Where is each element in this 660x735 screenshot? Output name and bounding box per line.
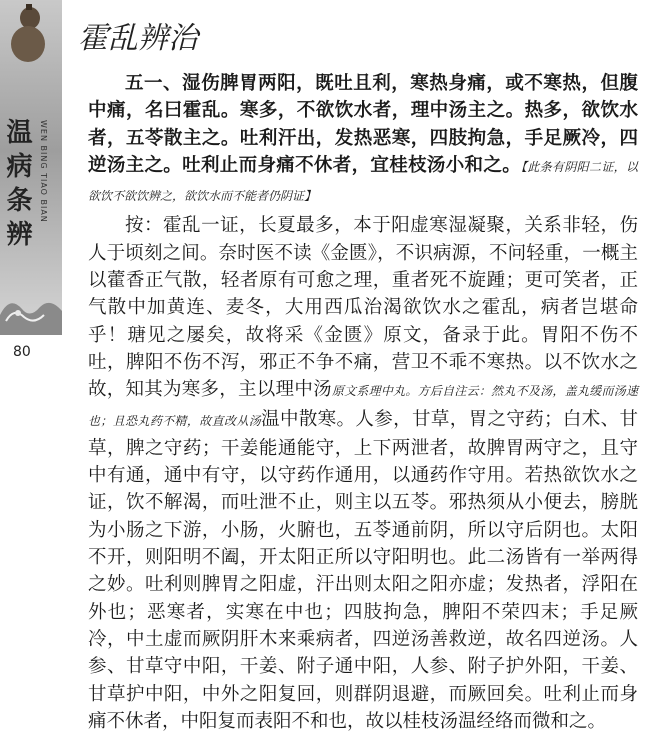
handwritten-annotation <box>76 12 276 58</box>
gourd-icon <box>6 4 50 64</box>
clause-paragraph <box>88 70 638 210</box>
book-title: 温病条辨 <box>2 118 32 254</box>
clause-text: 五一、湿伤脾胃两阳，既吐且利，寒热身痛，或不寒热，但腹中痛，名曰霍乱。寒多，不欲饮水者，理中汤主之。热多，欲饮水者，五苓散主之。吐利汗出，发热恶寒，四肢拘急，手足厥冷，四逆汤主之。吐利止而身痛不休者，宜桂枝汤小和之。 <box>88 73 638 176</box>
commentary-text-a: 按：霍乱一证，长夏最多，本于阳虚寒湿凝聚，关系非轻，伤人于顷刻之间。奈时医不读《金匮》，不识病源，不问轻重，一概主以藿香正气散，轻者原有可愈之理，重者死不旋踵；更可笑者，正气散中加黄连、麦冬，大用西瓜治渴欲饮水之霍乱，病者岂堪命乎！瑭见之屡矣，故将采《金匮》原文，备录于此。胃阳不伤不吐，脾阳不伤不泻，邪正不争不痛，营卫不乖不寒热。以不饮水之故，知其为寒多，主以理中汤 <box>88 215 638 401</box>
commentary-annotation: 原文系理中丸。方后自注云：然丸不及汤，盖丸缓而汤速也；且恐丸药不精，故直改从汤 <box>88 384 638 428</box>
handwritten-text: 霍乱辨治 <box>78 21 198 56</box>
clause-annotation: 【此条有阴阳二证，以欲饮不欲饮辨之，欲饮水而不能者仍阴证】 <box>88 159 638 204</box>
sidebar-strip <box>0 0 62 335</box>
cloud-scroll-decoration <box>0 285 62 335</box>
book-title-pinyin: WEN BING TIAO BIAN <box>39 120 48 223</box>
page-number: 80 <box>13 344 31 360</box>
commentary-text-b: 温中散寒。人参，甘草，胃之守药；白术、甘草，脾之守药；干姜能通能守，上下两泄者，故脾胃两守之，且守中有通，通中有守，以守药作通用，以通药作守用。若热欲饮水之证，饮不解渴，而吐泄不止，则主以五苓。邪热须从小便去，膀胱为小肠之下游，小肠，火腑也，五苓通前阴，所以守后阴也。太阳不开，则阳明不阖，开太阳正所以守阳明也。此二汤皆有一举两得之妙。吐利则脾胃之阳虚，汗出则太阳之阳亦虚；发热者，浮阳在外也；恶寒者，实寒在中也；四肢拘急，脾阳不荣四末；手足厥冷，中土虚而厥阴肝木来乘病者，四逆汤善救逆，故名四逆汤。人参、甘草守中阳，干姜、附子通中阳，人参、附子护外阳，干姜、甘草护中阳，中外之阳复回，则群阴退避，而厥回矣。吐利止而身痛不休者，中阳复而表阳不和也，故以桂枝汤温经络而微和之。 <box>88 408 638 732</box>
commentary-paragraph <box>88 212 638 735</box>
main-text <box>88 70 638 735</box>
